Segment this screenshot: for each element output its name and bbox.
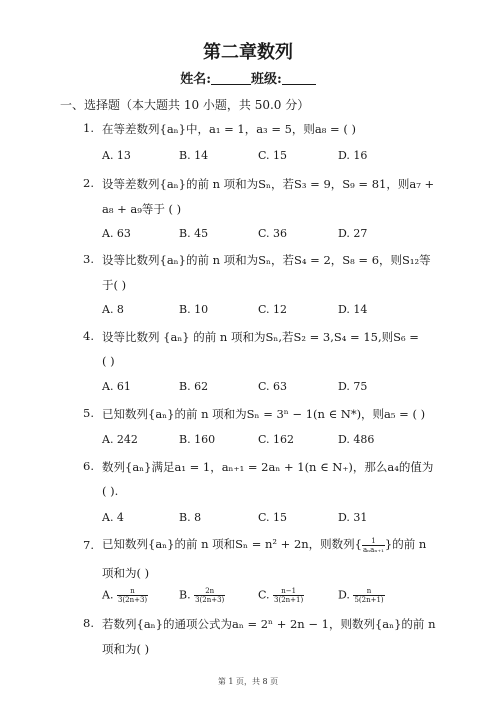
question-number: 3.: [83, 252, 94, 266]
question-number: 7.: [83, 538, 94, 552]
fraction-denominator: 3(2n+1): [274, 596, 304, 604]
option-a[interactable]: A. 13: [102, 149, 131, 162]
question-number: 8.: [83, 616, 94, 630]
option-b[interactable]: B. 14: [179, 149, 209, 162]
class-blank[interactable]: [282, 72, 316, 85]
question-text-line2: a₈ + a₉等于 ( ): [102, 202, 182, 216]
question-text-part: 已知数列{aₙ}的前 n 项和Sₙ = n² + 2n，则数列{: [102, 537, 362, 551]
option-a[interactable]: [102, 587, 148, 604]
question-text-part: }的前 n: [384, 537, 427, 551]
option-d[interactable]: D. 16: [338, 149, 368, 162]
option-c[interactable]: C. 36: [258, 227, 288, 240]
option-a[interactable]: A. 242: [102, 433, 138, 446]
question-text-line2: 于( ): [102, 278, 127, 292]
option-a[interactable]: A. 4: [102, 511, 124, 524]
option-b[interactable]: [179, 587, 225, 604]
option-b[interactable]: B. 62: [179, 380, 209, 393]
option-d[interactable]: D. 14: [338, 303, 368, 316]
question-text-line2: 项和为( ): [102, 566, 150, 580]
question-text-line2: 项和为( ): [102, 642, 150, 656]
question-number: 4.: [83, 329, 94, 343]
fraction-numerator: 2n: [194, 587, 225, 596]
fraction: [353, 587, 384, 604]
fraction: [194, 587, 225, 604]
option-d[interactable]: D. 27: [338, 227, 368, 240]
name-blank[interactable]: [211, 72, 251, 85]
option-c[interactable]: C. 15: [258, 511, 288, 524]
fraction-denominator: aₙaₙ₊₁: [362, 545, 384, 554]
question-number: 5.: [83, 406, 94, 420]
class-label: 班级:: [251, 72, 282, 87]
question-text: [102, 536, 426, 554]
option-d[interactable]: D. 486: [338, 433, 375, 446]
fraction-numerator: n: [353, 587, 384, 596]
option-a[interactable]: A. 8: [102, 303, 124, 316]
page-footer: 第 1 页，共 8 页: [217, 677, 279, 686]
fraction-numerator: 1: [362, 537, 385, 546]
question-text: 在等差数列{aₙ}中，a₁ = 1，a₃ = 5，则a₈ = ( ): [102, 122, 356, 136]
question-text-line2: ( ).: [102, 484, 119, 498]
option-c[interactable]: C. 15: [258, 149, 288, 162]
question-number: 6.: [83, 459, 94, 473]
question-text: 设等比数列 {aₙ} 的前 n 项和为Sₙ,若S₂ = 3,S₄ = 15,则S₆ =: [102, 330, 419, 344]
option-a[interactable]: A. 61: [102, 380, 131, 393]
question-text-line2: ( ): [102, 354, 115, 368]
option-b[interactable]: B. 45: [179, 227, 209, 240]
question-text: 设等差数列{aₙ}的前 n 项和为Sₙ，若S₃ = 9，S₉ = 81，则a₇ +: [102, 177, 435, 191]
option-label: C.: [258, 588, 270, 602]
option-d[interactable]: D. 75: [338, 380, 368, 393]
fraction-denominator: 3(2n+3): [195, 596, 225, 604]
option-c[interactable]: C. 162: [258, 433, 295, 446]
question-text: 设等比数列{aₙ}的前 n 项和为Sₙ，若S₄ = 2，S₈ = 6，则S₁₂等: [102, 253, 431, 267]
name-label: 姓名:: [180, 72, 211, 87]
option-a[interactable]: A. 63: [102, 227, 131, 240]
fraction-numerator: n: [117, 587, 148, 596]
option-c[interactable]: [258, 587, 304, 604]
option-label: B.: [179, 588, 191, 602]
question-text: 数列{aₙ}满足a₁ = 1，aₙ₊₁ = 2aₙ + 1(n ∈ N₊)，那么a₄的值为: [102, 460, 434, 474]
option-label: D.: [338, 588, 350, 602]
option-d[interactable]: D. 31: [338, 511, 368, 524]
option-c[interactable]: C. 63: [258, 380, 288, 393]
fraction-numerator: n−1: [273, 587, 304, 596]
option-b[interactable]: B. 10: [179, 303, 209, 316]
question-number: 2.: [83, 176, 94, 190]
fraction-denominator: 5(2n+1): [354, 596, 384, 604]
option-c[interactable]: C. 12: [258, 303, 288, 316]
question-text: 已知数列{aₙ}的前 n 项和为Sₙ = 3ⁿ − 1(n ∈ N*)，则a₅ = ( ): [102, 407, 426, 421]
option-d[interactable]: [338, 587, 385, 604]
question-text: 若数列{aₙ}的通项公式为aₙ = 2ⁿ + 2n − 1，则数列{aₙ}的前 n: [102, 617, 436, 631]
option-b[interactable]: B. 8: [179, 511, 202, 524]
section-heading: 一、选择题（本大题共 10 小题，共 50.0 分）: [60, 98, 310, 112]
name-class-line: [0, 68, 496, 87]
fraction-denominator: 3(2n+3): [117, 596, 148, 604]
option-label: A.: [102, 588, 114, 602]
option-b[interactable]: B. 160: [179, 433, 216, 446]
fraction: [362, 537, 385, 554]
page-title: 第二章数列: [203, 42, 293, 63]
fraction: [117, 587, 148, 604]
question-number: 1.: [83, 121, 94, 135]
fraction: [273, 587, 304, 604]
